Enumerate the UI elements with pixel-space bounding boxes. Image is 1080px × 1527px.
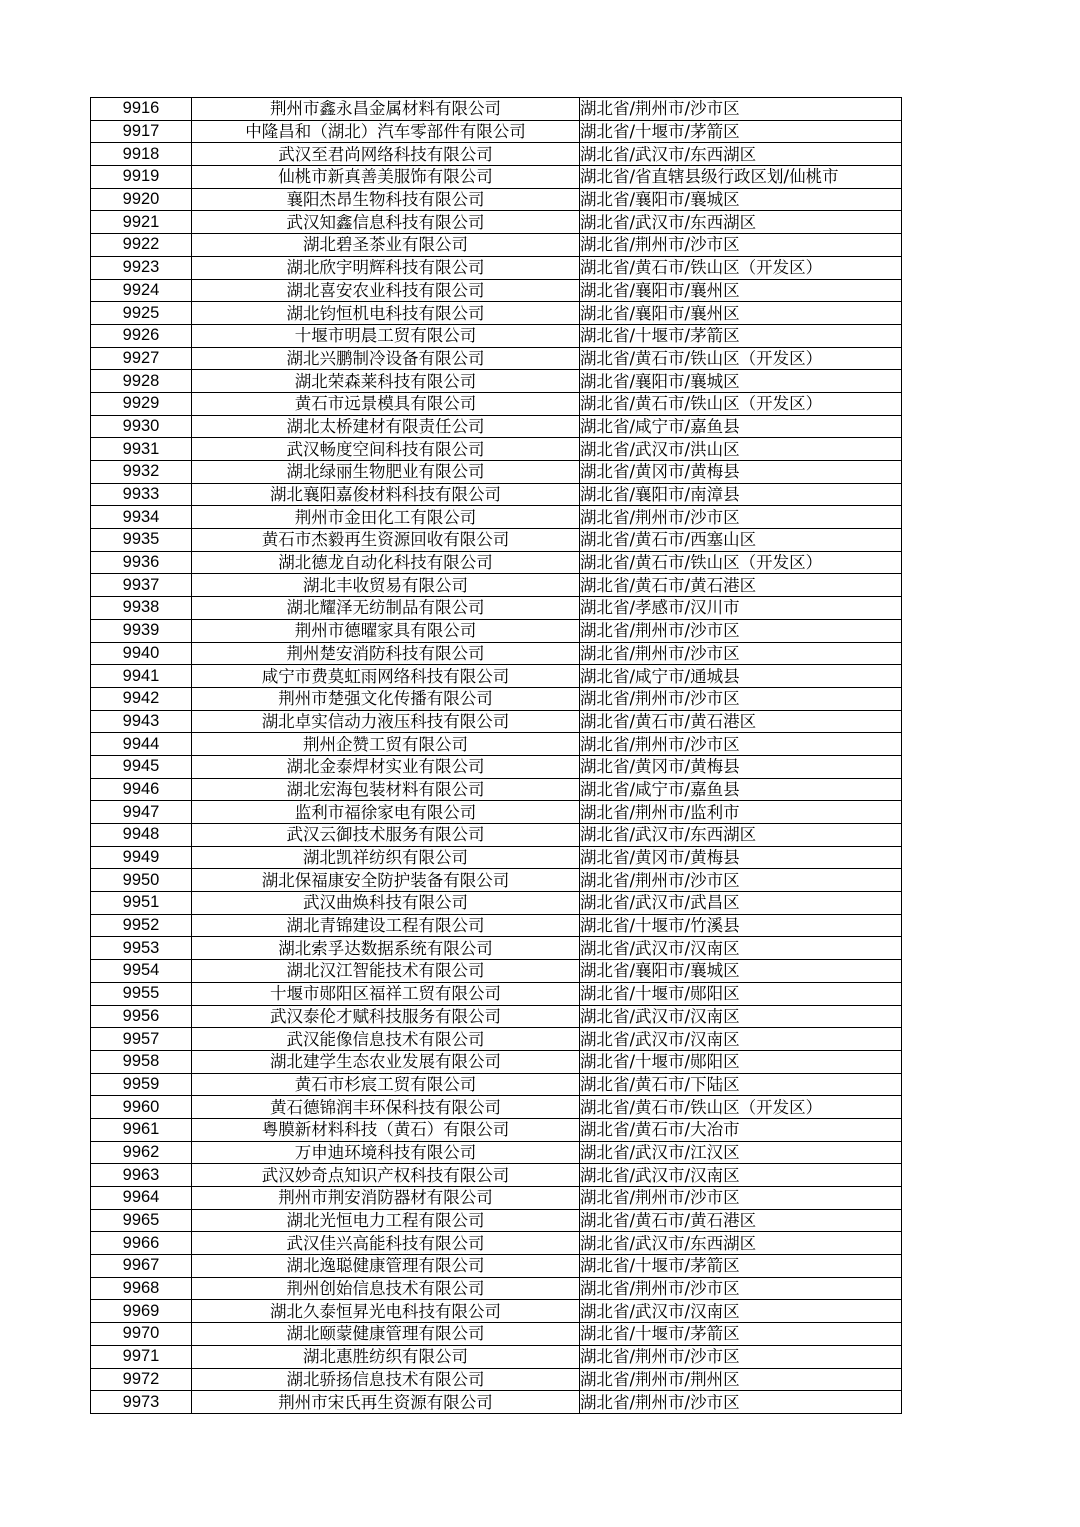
company-name-cell: 湖北丰收贸易有限公司 [192, 574, 580, 597]
row-number-cell: 9918 [91, 143, 192, 166]
region-cell: 湖北省/武汉市/汉南区 [580, 1005, 902, 1028]
row-number-cell: 9950 [91, 869, 192, 892]
region-cell: 湖北省/武汉市/武昌区 [580, 892, 902, 915]
region-cell: 湖北省/荆州市/沙市区 [580, 1345, 902, 1368]
row-number-cell: 9966 [91, 1232, 192, 1255]
row-number-cell: 9965 [91, 1209, 192, 1232]
region-cell: 湖北省/荆州市/沙市区 [580, 506, 902, 529]
region-cell: 湖北省/荆州市/沙市区 [580, 687, 902, 710]
region-cell: 湖北省/十堰市/茅箭区 [580, 120, 902, 143]
row-number-cell: 9962 [91, 1141, 192, 1164]
table-row [91, 1368, 902, 1391]
row-number-cell: 9964 [91, 1187, 192, 1210]
row-number-cell: 9969 [91, 1300, 192, 1323]
table-row [91, 642, 902, 665]
region-cell: 湖北省/襄阳市/襄城区 [580, 960, 902, 983]
company-name-cell: 仙桃市新真善美服饰有限公司 [192, 166, 580, 189]
table-row [91, 1209, 902, 1232]
row-number-cell: 9948 [91, 824, 192, 847]
row-number-cell: 9952 [91, 914, 192, 937]
row-number-cell: 9957 [91, 1028, 192, 1051]
company-name-cell: 武汉佳兴高能科技有限公司 [192, 1232, 580, 1255]
table-row [91, 824, 902, 847]
table-row [91, 1187, 902, 1210]
row-number-cell: 9921 [91, 211, 192, 234]
table-row [91, 415, 902, 438]
row-number-cell: 9945 [91, 755, 192, 778]
row-number-cell: 9930 [91, 415, 192, 438]
company-name-cell: 湖北太桥建材有限责任公司 [192, 415, 580, 438]
region-cell: 湖北省/武汉市/东西湖区 [580, 143, 902, 166]
region-cell: 湖北省/武汉市/江汉区 [580, 1141, 902, 1164]
table-row [91, 1300, 902, 1323]
row-number-cell: 9949 [91, 846, 192, 869]
row-number-cell: 9929 [91, 392, 192, 415]
row-number-cell: 9967 [91, 1255, 192, 1278]
table-body [91, 98, 902, 1414]
table-row [91, 1118, 902, 1141]
company-name-cell: 荆州市德曜家具有限公司 [192, 619, 580, 642]
region-cell: 湖北省/荆州市/监利市 [580, 801, 902, 824]
row-number-cell: 9937 [91, 574, 192, 597]
company-name-cell: 湖北襄阳嘉俊材料科技有限公司 [192, 483, 580, 506]
company-name-cell: 湖北钧恒机电科技有限公司 [192, 302, 580, 325]
region-cell: 湖北省/十堰市/竹溪县 [580, 914, 902, 937]
row-number-cell: 9923 [91, 256, 192, 279]
row-number-cell: 9973 [91, 1391, 192, 1414]
company-name-cell: 武汉至君尚网络科技有限公司 [192, 143, 580, 166]
table-row [91, 551, 902, 574]
company-name-cell: 湖北逸聪健康管理有限公司 [192, 1255, 580, 1278]
row-number-cell: 9953 [91, 937, 192, 960]
table-row [91, 188, 902, 211]
table-row [91, 1255, 902, 1278]
region-cell: 湖北省/孝感市/汉川市 [580, 597, 902, 620]
region-cell: 湖北省/黄石市/下陆区 [580, 1073, 902, 1096]
region-cell: 湖北省/襄阳市/襄城区 [580, 188, 902, 211]
region-cell: 湖北省/黄石市/铁山区（开发区） [580, 347, 902, 370]
table-row [91, 302, 902, 325]
region-cell: 湖北省/黄冈市/黄梅县 [580, 461, 902, 484]
region-cell: 湖北省/襄阳市/襄城区 [580, 370, 902, 393]
company-name-cell: 湖北宏海包装材料有限公司 [192, 778, 580, 801]
table-row [91, 506, 902, 529]
table-row [91, 324, 902, 347]
company-name-cell: 湖北绿丽生物肥业有限公司 [192, 461, 580, 484]
region-cell: 湖北省/荆州市/沙市区 [580, 642, 902, 665]
region-cell: 湖北省/武汉市/东西湖区 [580, 824, 902, 847]
company-name-cell: 武汉畅度空间科技有限公司 [192, 438, 580, 461]
company-name-cell: 湖北索孚达数据系统有限公司 [192, 937, 580, 960]
table-row [91, 846, 902, 869]
region-cell: 湖北省/荆州市/沙市区 [580, 1391, 902, 1414]
company-name-cell: 十堰市郧阳区福祥工贸有限公司 [192, 982, 580, 1005]
company-name-cell: 监利市福徐家电有限公司 [192, 801, 580, 824]
row-number-cell: 9961 [91, 1118, 192, 1141]
region-cell: 湖北省/荆州市/荆州区 [580, 1368, 902, 1391]
table-row [91, 1096, 902, 1119]
table-row [91, 1073, 902, 1096]
region-cell: 湖北省/武汉市/汉南区 [580, 1300, 902, 1323]
region-cell: 湖北省/十堰市/郧阳区 [580, 982, 902, 1005]
region-cell: 湖北省/荆州市/沙市区 [580, 619, 902, 642]
table-row [91, 801, 902, 824]
table-row [91, 687, 902, 710]
company-name-cell: 荆州市荆安消防器材有限公司 [192, 1187, 580, 1210]
row-number-cell: 9951 [91, 892, 192, 915]
region-cell: 湖北省/武汉市/洪山区 [580, 438, 902, 461]
region-cell: 湖北省/武汉市/汉南区 [580, 1028, 902, 1051]
table-row [91, 1028, 902, 1051]
region-cell: 湖北省/十堰市/郧阳区 [580, 1050, 902, 1073]
region-cell: 湖北省/黄石市/铁山区（开发区） [580, 1096, 902, 1119]
region-cell: 湖北省/荆州市/沙市区 [580, 733, 902, 756]
region-cell: 湖北省/襄阳市/襄州区 [580, 279, 902, 302]
table-row [91, 1164, 902, 1187]
row-number-cell: 9919 [91, 166, 192, 189]
region-cell: 湖北省/黄冈市/黄梅县 [580, 846, 902, 869]
row-number-cell: 9942 [91, 687, 192, 710]
row-number-cell: 9927 [91, 347, 192, 370]
company-name-cell: 湖北德龙自动化科技有限公司 [192, 551, 580, 574]
row-number-cell: 9943 [91, 710, 192, 733]
company-name-cell: 武汉云御技术服务有限公司 [192, 824, 580, 847]
row-number-cell: 9924 [91, 279, 192, 302]
table-row [91, 597, 902, 620]
table-row [91, 914, 902, 937]
region-cell: 湖北省/武汉市/东西湖区 [580, 211, 902, 234]
table-row [91, 1323, 902, 1346]
row-number-cell: 9933 [91, 483, 192, 506]
region-cell: 湖北省/黄石市/大冶市 [580, 1118, 902, 1141]
table-row [91, 937, 902, 960]
region-cell: 湖北省/黄石市/黄石港区 [580, 1209, 902, 1232]
region-cell: 湖北省/荆州市/沙市区 [580, 869, 902, 892]
region-cell: 湖北省/荆州市/沙市区 [580, 98, 902, 121]
table-row [91, 960, 902, 983]
table-row [91, 370, 902, 393]
row-number-cell: 9941 [91, 665, 192, 688]
company-name-cell: 湖北青锦建设工程有限公司 [192, 914, 580, 937]
company-name-cell: 湖北兴鹏制冷设备有限公司 [192, 347, 580, 370]
table-row [91, 665, 902, 688]
row-number-cell: 9917 [91, 120, 192, 143]
table-row [91, 98, 902, 121]
company-name-cell: 黄石德锦润丰环保科技有限公司 [192, 1096, 580, 1119]
company-name-cell: 荆州市宋氏再生资源有限公司 [192, 1391, 580, 1414]
company-name-cell: 湖北建学生态农业发展有限公司 [192, 1050, 580, 1073]
row-number-cell: 9959 [91, 1073, 192, 1096]
table-row [91, 1141, 902, 1164]
row-number-cell: 9972 [91, 1368, 192, 1391]
region-cell: 湖北省/荆州市/沙市区 [580, 1187, 902, 1210]
table-row [91, 1391, 902, 1414]
row-number-cell: 9935 [91, 529, 192, 552]
company-name-cell: 武汉曲焕科技有限公司 [192, 892, 580, 915]
table-row [91, 279, 902, 302]
table-row [91, 143, 902, 166]
row-number-cell: 9956 [91, 1005, 192, 1028]
company-name-cell: 湖北光恒电力工程有限公司 [192, 1209, 580, 1232]
table-row [91, 1345, 902, 1368]
row-number-cell: 9947 [91, 801, 192, 824]
row-number-cell: 9960 [91, 1096, 192, 1119]
region-cell: 湖北省/十堰市/茅箭区 [580, 1323, 902, 1346]
table-row [91, 1050, 902, 1073]
row-number-cell: 9954 [91, 960, 192, 983]
row-number-cell: 9926 [91, 324, 192, 347]
company-name-cell: 湖北卓实信动力液压科技有限公司 [192, 710, 580, 733]
table-row [91, 347, 902, 370]
company-name-cell: 湖北欣宇明辉科技有限公司 [192, 256, 580, 279]
region-cell: 湖北省/黄石市/铁山区（开发区） [580, 551, 902, 574]
table-row [91, 982, 902, 1005]
region-cell: 湖北省/十堰市/茅箭区 [580, 324, 902, 347]
company-name-cell: 中隆昌和（湖北）汽车零部件有限公司 [192, 120, 580, 143]
company-name-cell: 黄石市远景模具有限公司 [192, 392, 580, 415]
table-row [91, 733, 902, 756]
company-name-cell: 十堰市明晨工贸有限公司 [192, 324, 580, 347]
table-row [91, 778, 902, 801]
row-number-cell: 9928 [91, 370, 192, 393]
company-name-cell: 武汉能像信息技术有限公司 [192, 1028, 580, 1051]
row-number-cell: 9936 [91, 551, 192, 574]
company-name-cell: 湖北汉江智能技术有限公司 [192, 960, 580, 983]
row-number-cell: 9938 [91, 597, 192, 620]
region-cell: 湖北省/武汉市/汉南区 [580, 937, 902, 960]
row-number-cell: 9939 [91, 619, 192, 642]
region-cell: 湖北省/武汉市/汉南区 [580, 1164, 902, 1187]
table-row [91, 211, 902, 234]
row-number-cell: 9963 [91, 1164, 192, 1187]
region-cell: 湖北省/襄阳市/南漳县 [580, 483, 902, 506]
table-row [91, 755, 902, 778]
table-row [91, 392, 902, 415]
company-name-cell: 湖北骄扬信息技术有限公司 [192, 1368, 580, 1391]
table-row [91, 234, 902, 257]
table-row [91, 166, 902, 189]
row-number-cell: 9916 [91, 98, 192, 121]
company-name-cell: 荆州市金田化工有限公司 [192, 506, 580, 529]
company-name-cell: 湖北喜安农业科技有限公司 [192, 279, 580, 302]
region-cell: 湖北省/咸宁市/嘉鱼县 [580, 778, 902, 801]
row-number-cell: 9932 [91, 461, 192, 484]
company-name-cell: 黄石市杉宸工贸有限公司 [192, 1073, 580, 1096]
company-name-cell: 湖北凯祥纺织有限公司 [192, 846, 580, 869]
region-cell: 湖北省/省直辖县级行政区划/仙桃市 [580, 166, 902, 189]
row-number-cell: 9944 [91, 733, 192, 756]
region-cell: 湖北省/黄石市/铁山区（开发区） [580, 392, 902, 415]
company-name-cell: 湖北保福康安全防护装备有限公司 [192, 869, 580, 892]
row-number-cell: 9968 [91, 1277, 192, 1300]
table-row [91, 256, 902, 279]
table-row [91, 619, 902, 642]
region-cell: 湖北省/荆州市/沙市区 [580, 1277, 902, 1300]
table-row [91, 574, 902, 597]
row-number-cell: 9955 [91, 982, 192, 1005]
company-name-cell: 荆州楚安消防科技有限公司 [192, 642, 580, 665]
table-row [91, 1005, 902, 1028]
row-number-cell: 9971 [91, 1345, 192, 1368]
table-row [91, 892, 902, 915]
row-number-cell: 9934 [91, 506, 192, 529]
company-name-cell: 湖北惠胜纺织有限公司 [192, 1345, 580, 1368]
company-name-cell: 万申迪环境科技有限公司 [192, 1141, 580, 1164]
table-row [91, 710, 902, 733]
table-row [91, 120, 902, 143]
company-name-cell: 荆州市鑫永昌金属材料有限公司 [192, 98, 580, 121]
company-name-cell: 武汉泰伦才赋科技服务有限公司 [192, 1005, 580, 1028]
region-cell: 湖北省/黄石市/铁山区（开发区） [580, 256, 902, 279]
table-row [91, 461, 902, 484]
row-number-cell: 9922 [91, 234, 192, 257]
row-number-cell: 9925 [91, 302, 192, 325]
company-name-cell: 荆州市楚强文化传播有限公司 [192, 687, 580, 710]
company-name-cell: 荆州企赞工贸有限公司 [192, 733, 580, 756]
region-cell: 湖北省/荆州市/沙市区 [580, 234, 902, 257]
table-row [91, 1232, 902, 1255]
region-cell: 湖北省/黄石市/黄石港区 [580, 710, 902, 733]
company-name-cell: 荆州创始信息技术有限公司 [192, 1277, 580, 1300]
table-row [91, 869, 902, 892]
table-row [91, 529, 902, 552]
company-name-cell: 咸宁市费莫虹雨网络科技有限公司 [192, 665, 580, 688]
row-number-cell: 9958 [91, 1050, 192, 1073]
table-row [91, 483, 902, 506]
row-number-cell: 9940 [91, 642, 192, 665]
company-name-cell: 湖北颐蒙健康管理有限公司 [192, 1323, 580, 1346]
region-cell: 湖北省/襄阳市/襄州区 [580, 302, 902, 325]
company-name-cell: 湖北耀泽无纺制品有限公司 [192, 597, 580, 620]
region-cell: 湖北省/咸宁市/嘉鱼县 [580, 415, 902, 438]
company-name-cell: 武汉妙奇点知识产权科技有限公司 [192, 1164, 580, 1187]
row-number-cell: 9920 [91, 188, 192, 211]
row-number-cell: 9931 [91, 438, 192, 461]
region-cell: 湖北省/黄石市/西塞山区 [580, 529, 902, 552]
table-row [91, 438, 902, 461]
company-name-cell: 湖北荣森莱科技有限公司 [192, 370, 580, 393]
table-row [91, 1277, 902, 1300]
company-list-table [90, 97, 902, 1414]
region-cell: 湖北省/黄冈市/黄梅县 [580, 755, 902, 778]
company-name-cell: 襄阳杰昂生物科技有限公司 [192, 188, 580, 211]
row-number-cell: 9946 [91, 778, 192, 801]
company-name-cell: 湖北碧圣茶业有限公司 [192, 234, 580, 257]
region-cell: 湖北省/武汉市/东西湖区 [580, 1232, 902, 1255]
company-name-cell: 湖北久泰恒昇光电科技有限公司 [192, 1300, 580, 1323]
company-name-cell: 武汉知鑫信息科技有限公司 [192, 211, 580, 234]
company-name-cell: 湖北金泰焊材实业有限公司 [192, 755, 580, 778]
row-number-cell: 9970 [91, 1323, 192, 1346]
region-cell: 湖北省/十堰市/茅箭区 [580, 1255, 902, 1278]
region-cell: 湖北省/黄石市/黄石港区 [580, 574, 902, 597]
company-name-cell: 黄石市杰毅再生资源回收有限公司 [192, 529, 580, 552]
region-cell: 湖北省/咸宁市/通城县 [580, 665, 902, 688]
company-name-cell: 粤膜新材料科技（黄石）有限公司 [192, 1118, 580, 1141]
